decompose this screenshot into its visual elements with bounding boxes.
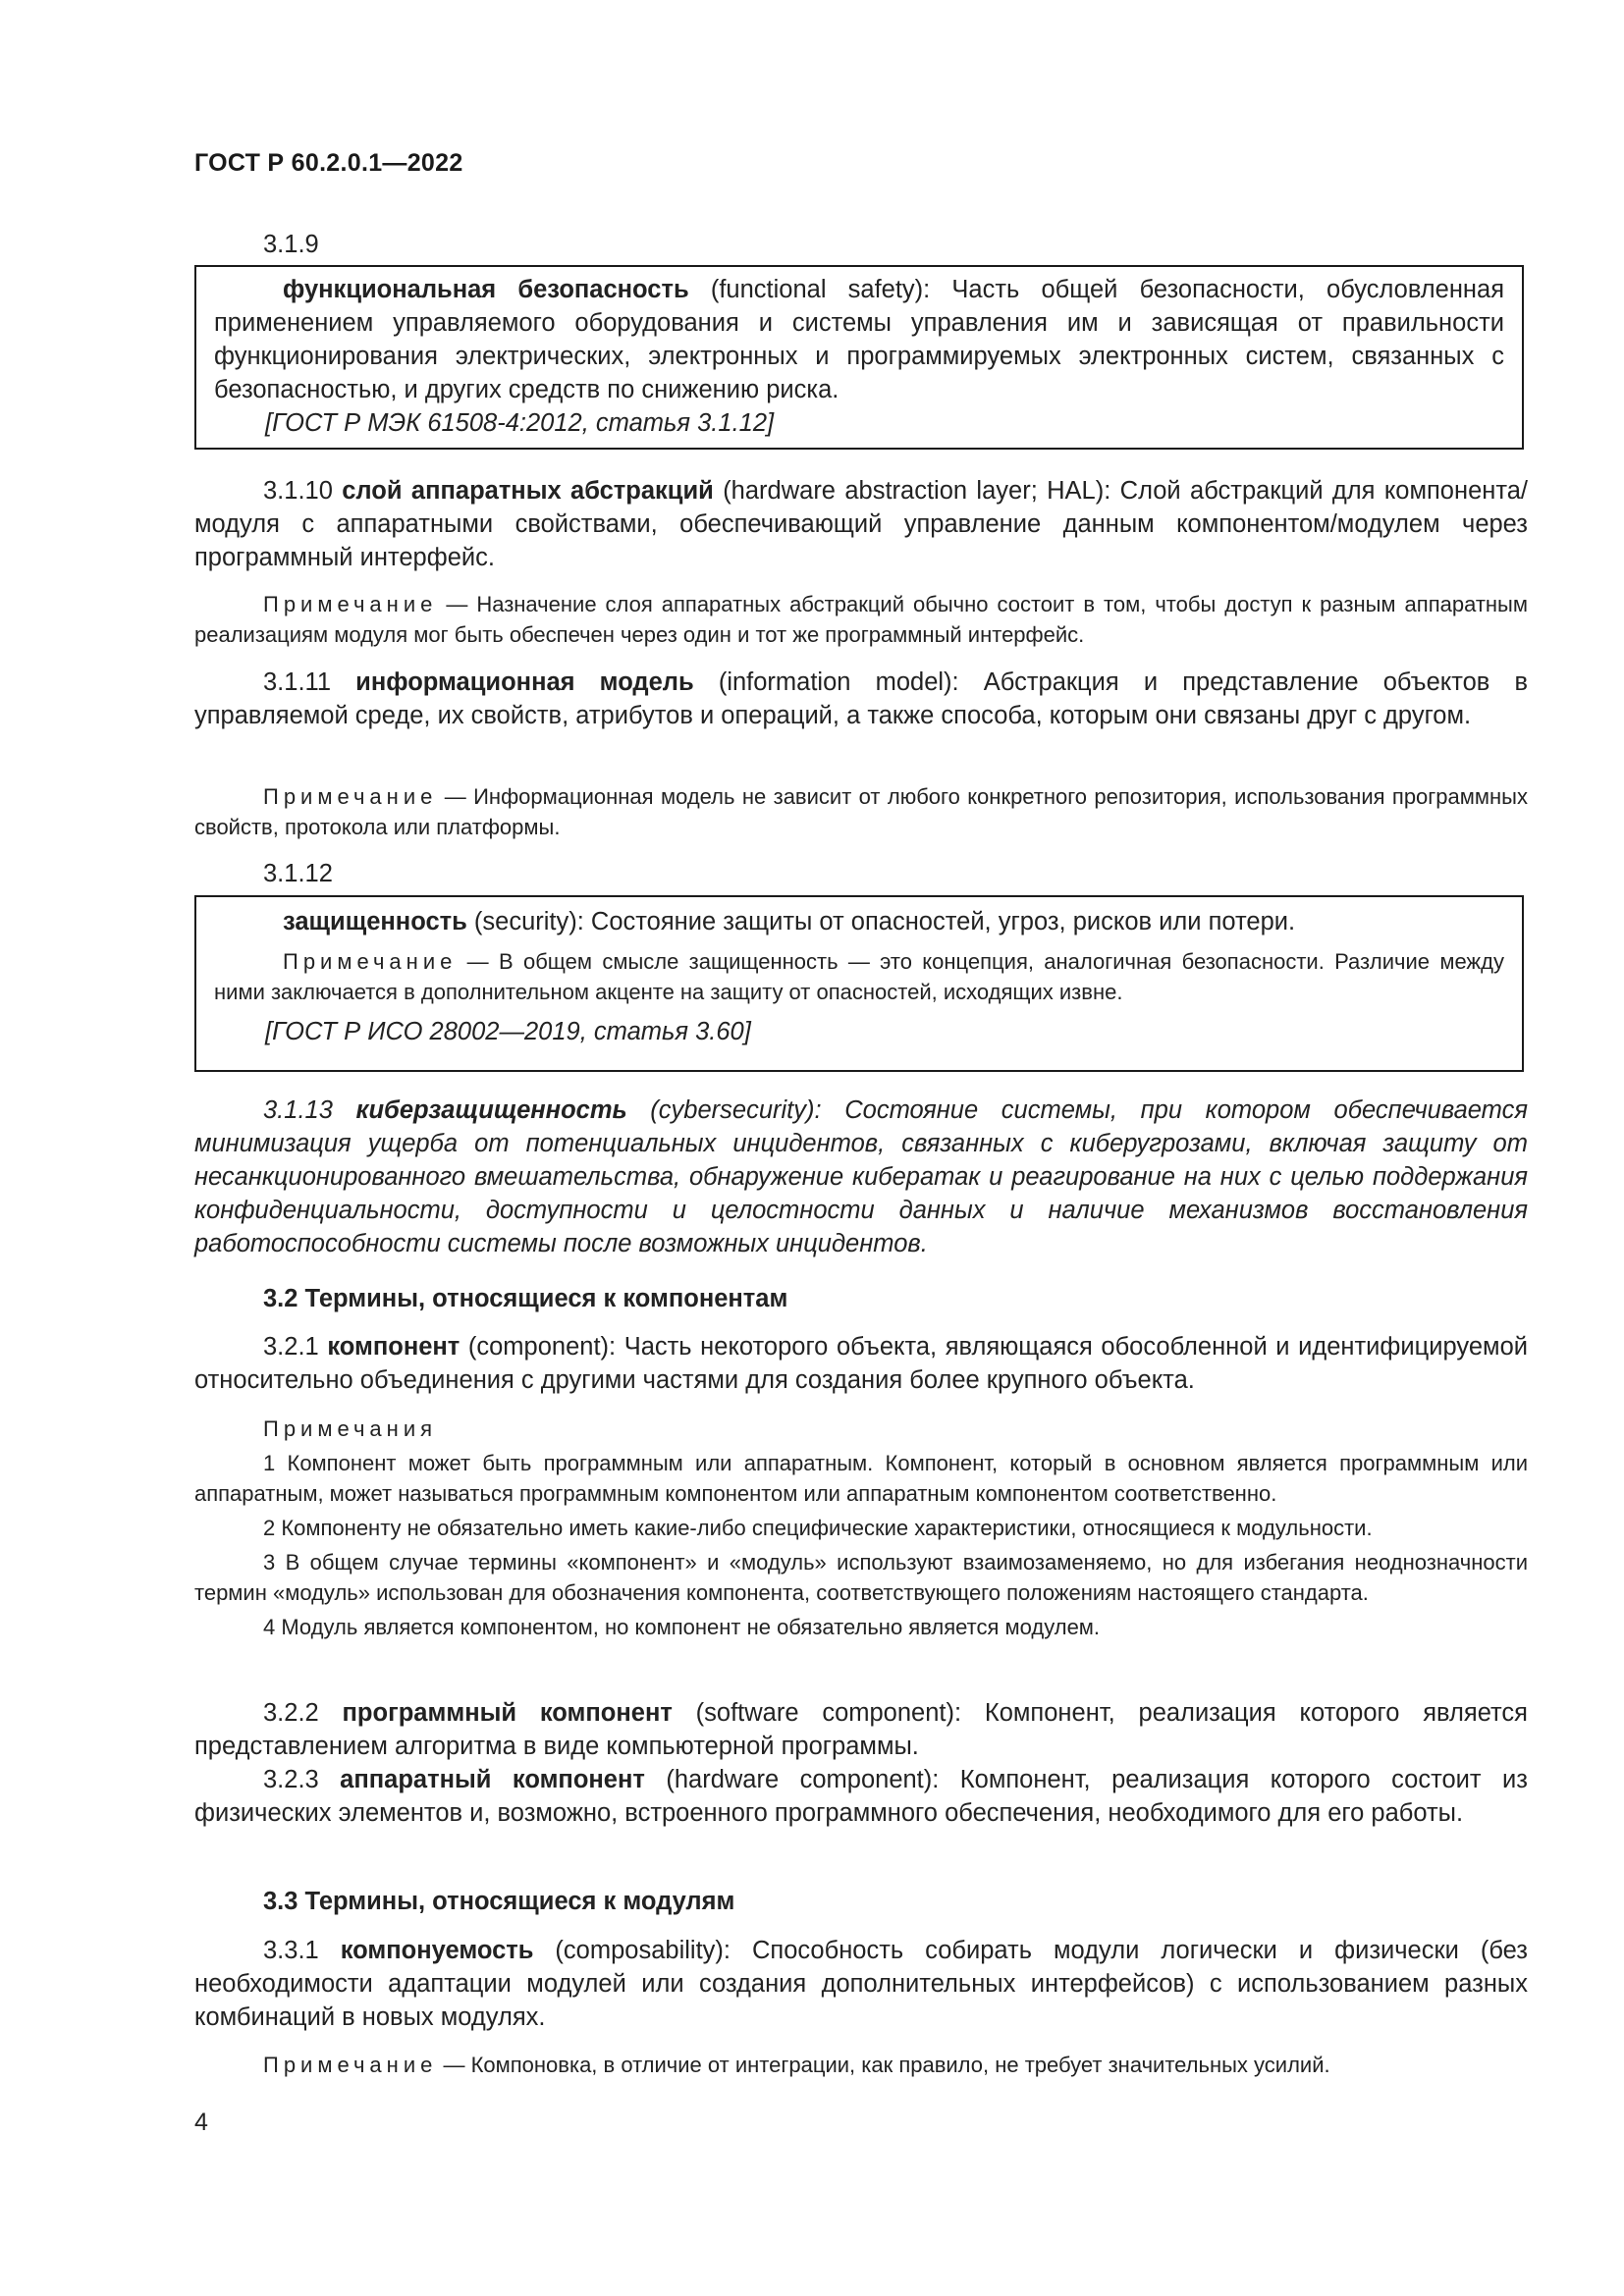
term-3-1-10: 3.1.10 слой аппаратных абстракций (hardware abstraction layer; HAL): Слой абстракций для компонента/модуля с аппаратными свойствами, обеспечивающий управление данным компонентом/модулем через программный интерфейс. bbox=[194, 477, 1528, 571]
document-header: ГОСТ Р 60.2.0.1—2022 bbox=[194, 149, 463, 177]
term-source-ref: [ГОСТ Р МЭК 61508-4:2012, статья 3.1.12] bbox=[265, 409, 775, 437]
term-name: функциональная безопасность bbox=[283, 276, 689, 303]
note-item-2: 2 Компоненту не обязательно иметь какие-либо специфические характеристики, относящиеся к модульности. bbox=[263, 1516, 1373, 1540]
term-definition: защищенность (security): Состояние защиты от опасностей, угроз, рисков или потери. bbox=[283, 908, 1296, 935]
term-name: компонуемость bbox=[340, 1937, 534, 1964]
term-3-2-3: 3.2.3 аппаратный компонент (hardware component): Компонент, реализация которого состоит из физических элементов и, возможно, встроенного программного обеспечения, необходимого для его работы. bbox=[194, 1766, 1528, 1827]
note-item-4: 4 Модуль является компонентом, но компонент не обязательно является модулем. bbox=[263, 1615, 1101, 1639]
term-name: аппаратный компонент bbox=[340, 1766, 645, 1793]
term-number-3-1-9: 3.1.9 bbox=[263, 231, 319, 258]
term-name: компонент bbox=[327, 1333, 460, 1361]
term-definition: функциональная безопасность (functional safety): Часть общей безопасности, обусловленная применением управляемого оборудования и системы управления им и зависящая от правильности функционирования электрических, электронных и программируемых электронных систем, связанных с безопасностью, и других средств по снижению риска. bbox=[214, 276, 1505, 403]
term-3-3-1: 3.3.1 компонуемость (composability): Способность собирать модули логически и физически (без необходимости адаптации модулей или создания дополнительных интерфейсов) с использованием разных комбинаций в новых модулях. bbox=[194, 1937, 1528, 2031]
note-label: Примечание bbox=[283, 949, 458, 974]
term-note: Примечание — В общем смысле защищенность — это концепция, аналогичная безопасности. Различие между ними заключается в дополнительном акценте на защиту от опасностей, исходящих извне. bbox=[214, 949, 1504, 1004]
term-3-1-11: 3.1.11 информационная модель (information model): Абстракция и представление объектов в управляемой среде, их свойств, атрибутов и операций, а также способа, которым они связаны друг с другом. bbox=[194, 668, 1529, 729]
note-3-3-1: Примечание — Компоновка, в отличие от интеграции, как правило, не требует значительных усилий. bbox=[263, 2053, 1330, 2077]
term-source-ref: [ГОСТ Р ИСО 28002—2019, статья 3.60] bbox=[265, 1018, 751, 1045]
term-number-3-1-12: 3.1.12 bbox=[263, 860, 333, 887]
section-heading-3-3: 3.3 Термины, относящиеся к модулям bbox=[263, 1888, 735, 1915]
term-name: защищенность bbox=[283, 908, 467, 935]
note-3-1-10: Примечание — Назначение слоя аппаратных абстракций обычно состоит в том, чтобы доступ к разным аппаратным реализациям модуля мог быть обеспечен через один и тот же программный интерфейс. bbox=[194, 592, 1528, 647]
term-box-3-1-9 bbox=[194, 265, 1524, 450]
note-label: Примечание bbox=[263, 784, 438, 809]
term-name: слой аппаратных абстракций bbox=[342, 477, 714, 505]
term-box-3-1-12 bbox=[194, 895, 1524, 1072]
note-item-1: 1 Компонент может быть программным или аппаратным. Компонент, который в основном является программным или аппаратным, может называться программным компонентом или аппаратным компонентом соответственно. bbox=[194, 1451, 1528, 1506]
term-3-1-13: 3.1.13 киберзащищенность (cybersecurity): Состояние системы, при котором обеспечивается минимизация ущерба от потенциальных инцидентов, связанных с киберугрозами, включая защиту от несанкционированного вмешательства, обнаружение кибератак и реагирование на них с целью поддержания конфиденциальности, доступности и целостности данных и наличие механизмов восстановления работоспособности системы после возможных инцидентов. bbox=[194, 1096, 1528, 1257]
term-3-2-1: 3.2.1 компонент (component): Часть некоторого объекта, являющаяся обособленной и идентифицируемой относительно объединения с другими частями для создания более крупного объекта. bbox=[194, 1333, 1528, 1394]
note-3-1-11: Примечание — Информационная модель не зависит от любого конкретного репозитория, использования программных свойств, протокола или платформы. bbox=[194, 784, 1528, 839]
section-heading-3-2: 3.2 Термины, относящиеся к компонентам bbox=[263, 1285, 788, 1312]
term-name: программный компонент bbox=[342, 1699, 673, 1727]
term-name: информационная модель bbox=[355, 668, 694, 696]
term-name: киберзащищенность bbox=[355, 1096, 627, 1124]
notes-3-2-1 bbox=[194, 1414, 1528, 1642]
note-label: Примечание bbox=[263, 2053, 438, 2077]
page-number: 4 bbox=[194, 2109, 208, 2136]
note-item-3: 3 В общем случае термины «компонент» и «модуль» используют взаимозаменяемо, но для избегания неоднозначности термин «модуль» использован для обозначения компонента, соответствующего положениям настоящего стандарта. bbox=[194, 1550, 1528, 1605]
note-label: Примечание bbox=[263, 592, 438, 616]
notes-label: Примечания bbox=[263, 1416, 438, 1441]
term-3-2-2: 3.2.2 программный компонент (software component): Компонент, реализация которого является представлением алгоритма в виде компьютерной программы. bbox=[194, 1699, 1528, 1760]
